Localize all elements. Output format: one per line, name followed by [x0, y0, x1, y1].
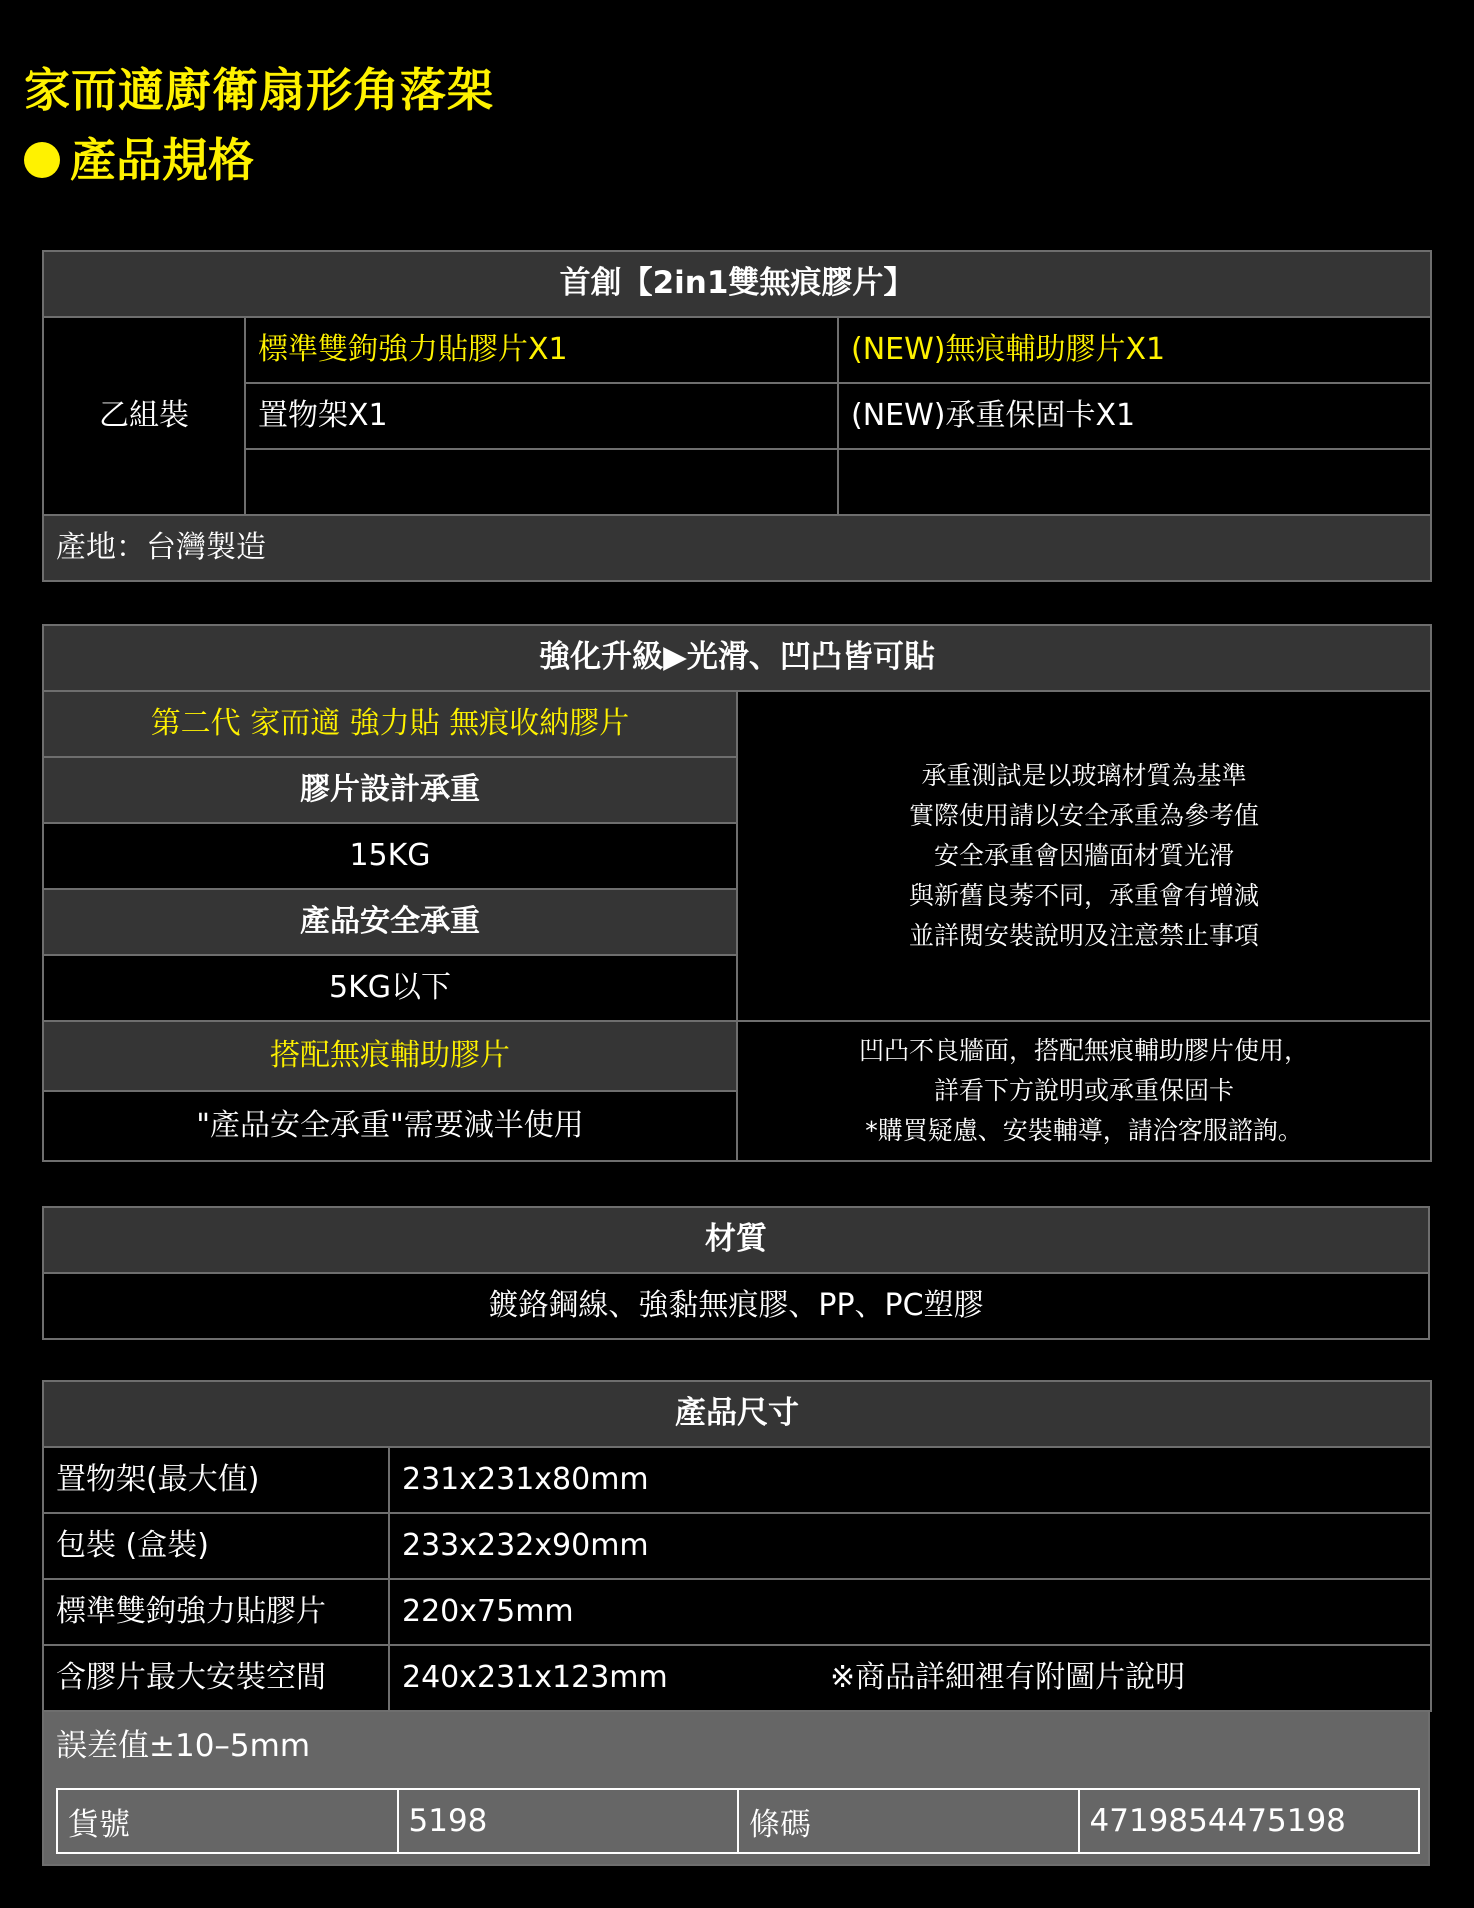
size-value: 220x75mm [389, 1579, 1431, 1645]
material-value: 鍍鉻鋼線、強黏無痕膠、PP、PC塑膠 [43, 1273, 1429, 1339]
size-table-header: 產品尺寸 [43, 1381, 1431, 1447]
material-table-header: 材質 [43, 1207, 1429, 1273]
aux-note-line: *購買疑慮、安裝輔導，請洽客服諮詢。 [865, 1116, 1303, 1145]
item-no-label: 貨號 [57, 1789, 398, 1853]
page-title: 家而適廚衛扇形角落架 [24, 63, 494, 117]
barcode-value: 4719854475198 [1079, 1789, 1420, 1853]
package-item: 置物架X1 [245, 383, 838, 449]
safe-load-value: 5KG以下 [43, 955, 737, 1021]
package-table [42, 250, 1432, 582]
size-note: ※商品詳細裡有附圖片說明 [830, 1660, 1186, 1695]
size-label: 置物架(最大值) [43, 1447, 389, 1513]
aux-note [737, 1021, 1431, 1161]
size-value: 231x231x80mm [389, 1447, 1431, 1513]
safe-load-label: 產品安全承重 [43, 889, 737, 955]
item-no-value: 5198 [398, 1789, 739, 1853]
tail-panel [42, 1710, 1430, 1866]
load-note-line: 承重測試是以玻璃材質為基準 [921, 761, 1247, 790]
aux-note-line: 詳看下方說明或承重保固卡 [933, 1076, 1234, 1105]
section-heading-label: 產品規格 [70, 133, 254, 187]
aux-label: 搭配無痕輔助膠片 [43, 1021, 737, 1091]
material-table [42, 1206, 1430, 1340]
load-note-line: 並詳閱安裝說明及注意禁止事項 [908, 921, 1259, 950]
upgrade-table-header: 強化升級▶光滑、凹凸皆可貼 [43, 625, 1431, 691]
size-label: 包裝 (盒裝) [43, 1513, 389, 1579]
group-label: 乙組裝 [43, 317, 245, 515]
size-value: 240x231x123mm [402, 1660, 668, 1695]
load-note-line: 實際使用請以安全承重為參考值 [908, 801, 1259, 830]
size-label: 標準雙鉤強力貼膠片 [43, 1579, 389, 1645]
bullet-icon [24, 142, 60, 178]
aux-value: "產品安全承重"需要減半使用 [43, 1091, 737, 1161]
package-item: 標準雙鉤強力貼膠片X1 [245, 317, 838, 383]
size-value-cell [389, 1645, 1431, 1711]
package-item: (NEW)承重保固卡X1 [838, 383, 1431, 449]
package-item-empty [245, 449, 838, 515]
load-note-line: 安全承重會因牆面材質光滑 [933, 841, 1234, 870]
package-table-header: 首創【2in1雙無痕膠片】 [43, 251, 1431, 317]
barcode-label: 條碼 [738, 1789, 1079, 1853]
design-load-label: 膠片設計承重 [43, 757, 737, 823]
size-label: 含膠片最大安裝空間 [43, 1645, 389, 1711]
aux-note-line: 凹凸不良牆面，搭配無痕輔助膠片使用， [858, 1036, 1309, 1065]
package-item: (NEW)無痕輔助膠片X1 [838, 317, 1431, 383]
size-table [42, 1380, 1432, 1712]
load-note-line: 與新舊良莠不同，承重會有增減 [908, 881, 1259, 910]
product-name: 第二代 家而適 強力貼 無痕收納膠片 [43, 691, 737, 757]
section-heading [24, 128, 254, 192]
design-load-value: 15KG [43, 823, 737, 889]
size-value: 233x232x90mm [389, 1513, 1431, 1579]
load-note [737, 691, 1431, 1021]
package-item-empty [838, 449, 1431, 515]
upgrade-table [42, 624, 1432, 1162]
tolerance-label: 誤差值±10–5mm [56, 1728, 311, 1764]
codes-table [56, 1788, 1420, 1854]
origin-label: 產地：台灣製造 [43, 515, 1431, 581]
